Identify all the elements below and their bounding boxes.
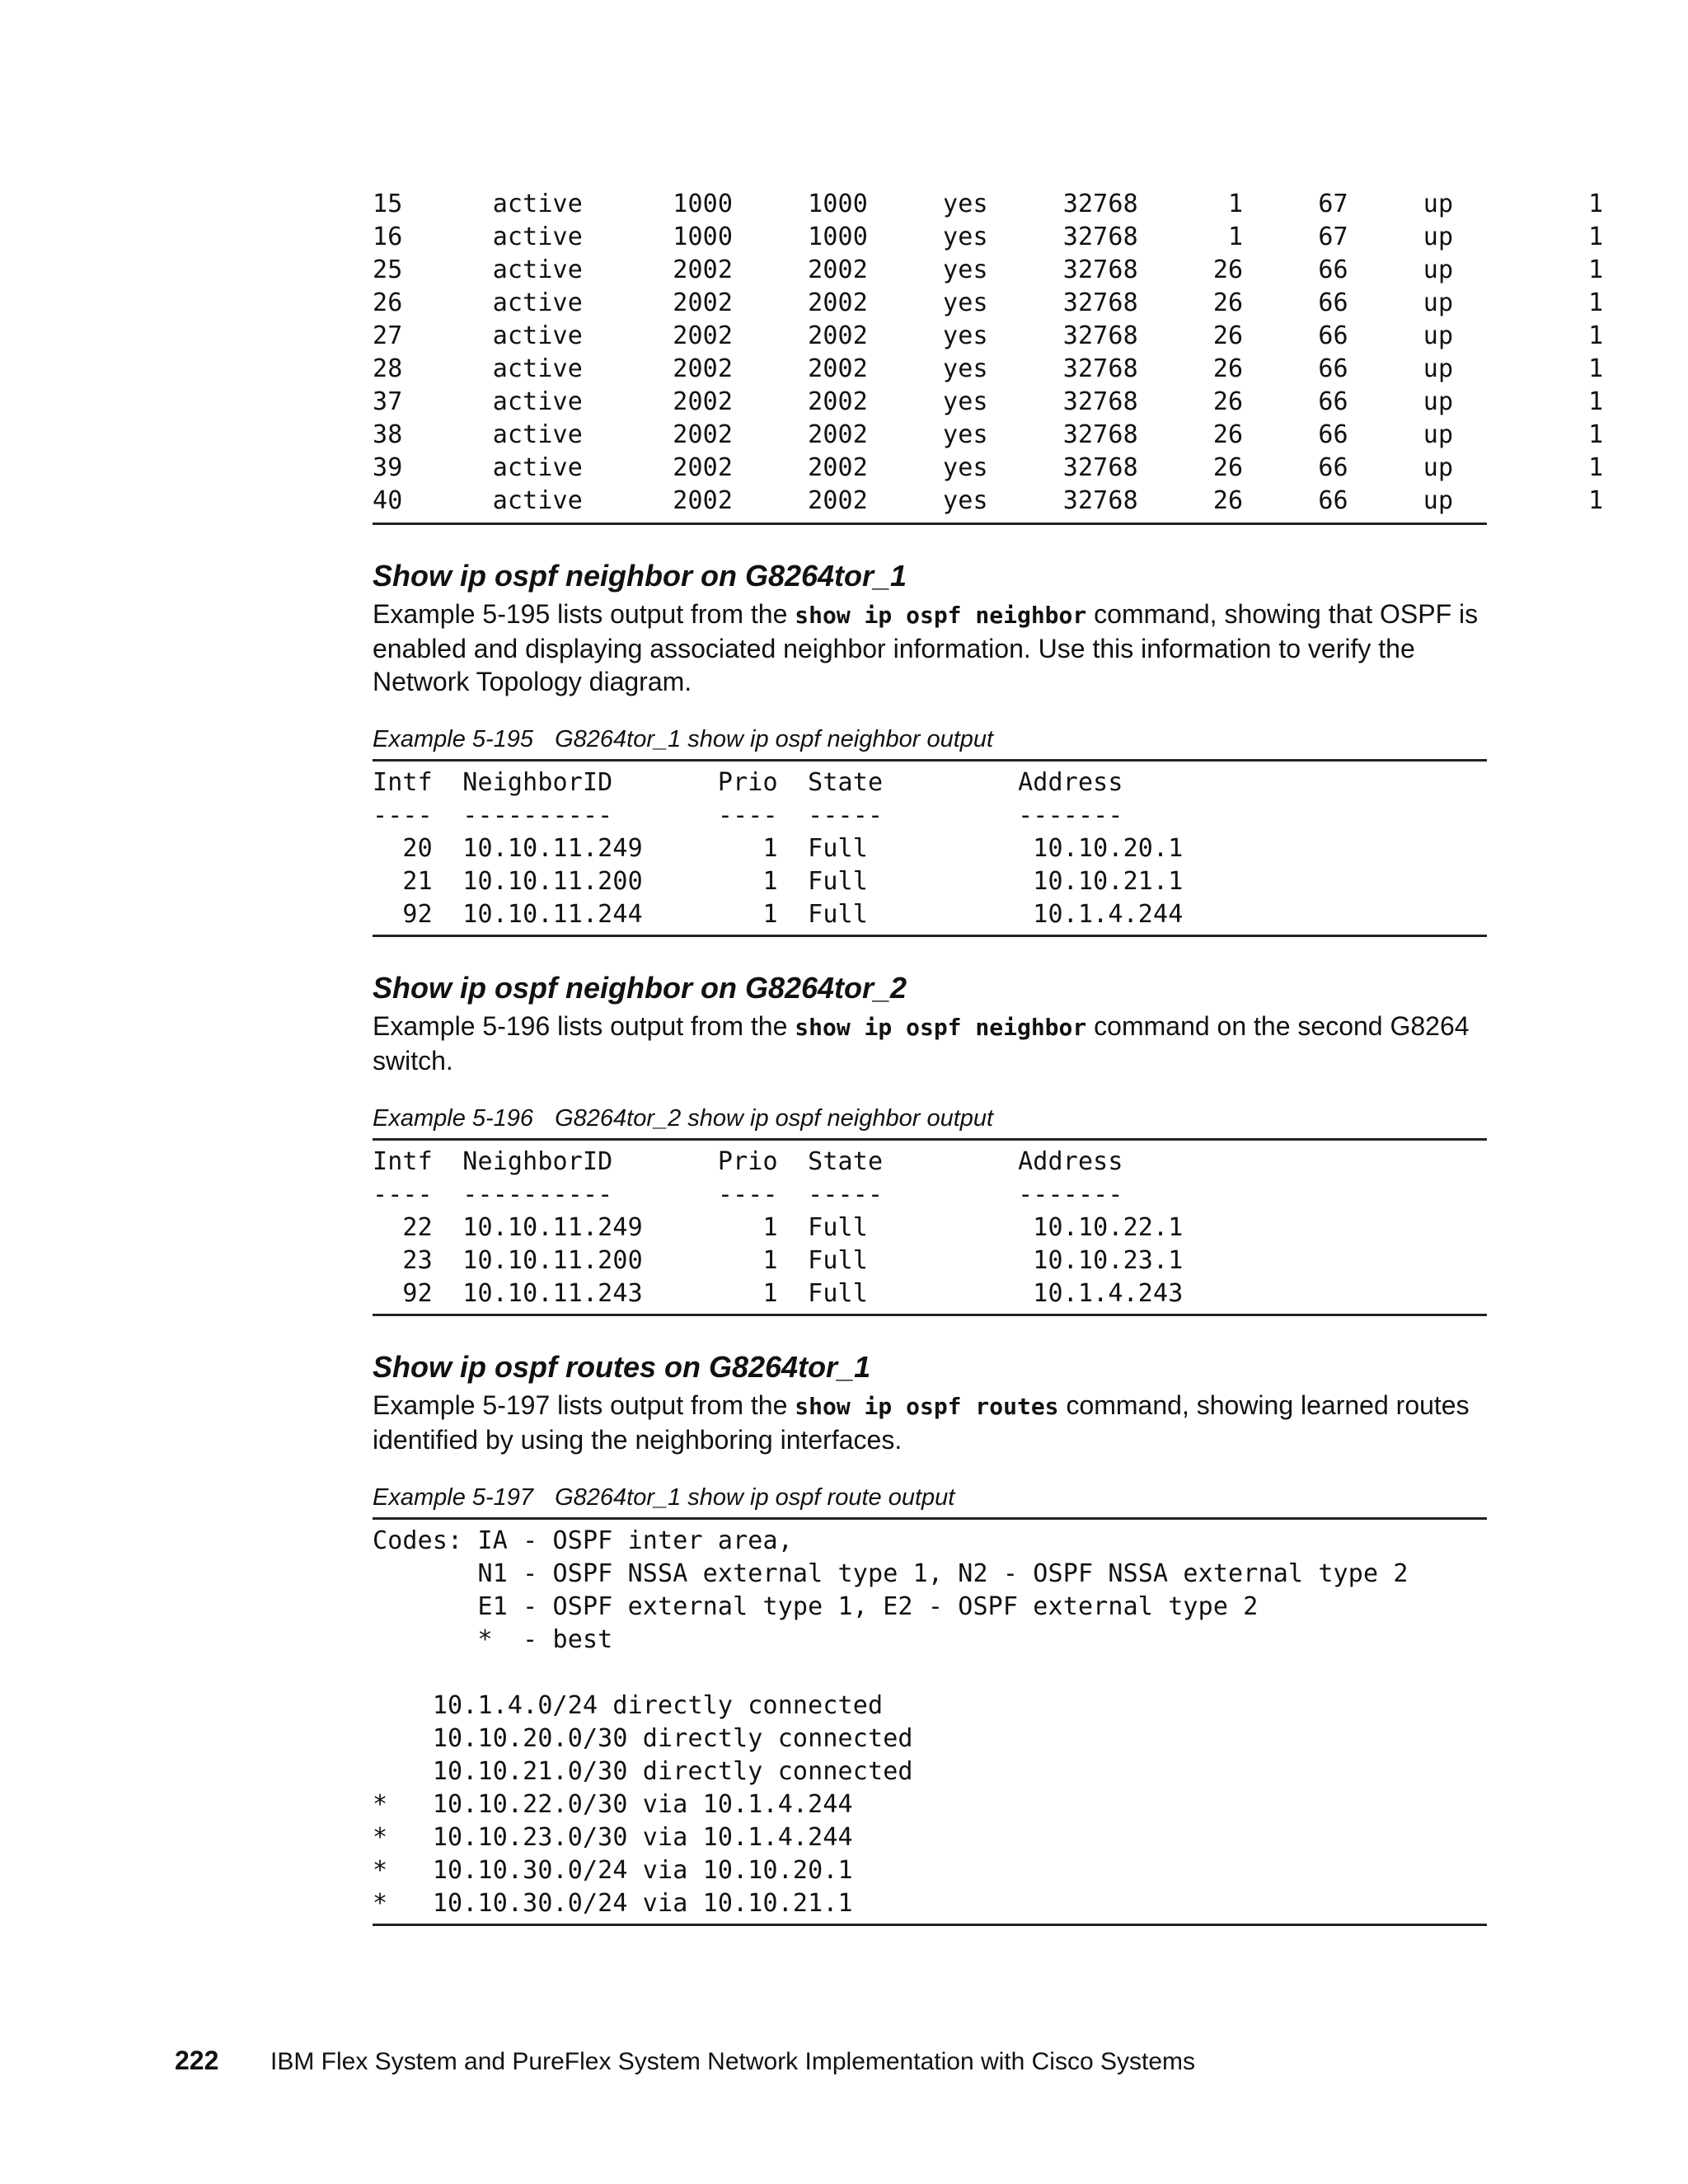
caption-label: Example 5-197	[373, 1484, 534, 1511]
section-paragraph-neighbor-tor1	[373, 598, 1487, 698]
routes-output-tor1: Codes: IA - OSPF inter area, N1 - OSPF NSSA external type 1, N2 - OSPF NSSA external type 2 E1 - OSPF external type 1, E2 - OSPF external type 2 * - best 10.1.4.0/24 directly connected 10.10.20.0/30 directly connected 10.10.21.0/30 directly connected * 10.10.22.0/30 via 10.1.4.244 * 10.10.23.0/30 via 10.1.4.244 * 10.10.30.0/24 via 10.10.20.1 * 10.10.30.0/24 via 10.10.21.1	[373, 1526, 1409, 1918]
example-top-rule	[373, 1138, 1487, 1141]
command-name: show ip ospf routes	[795, 1393, 1059, 1420]
paragraph-text: command on the second G8264 switch.	[373, 1011, 1470, 1076]
caption-label: Example 5-196	[373, 1105, 534, 1132]
section-heading-neighbor-tor1: Show ip ospf neighbor on G8264tor_1	[373, 559, 907, 593]
example-top-rule	[373, 1517, 1487, 1520]
caption-label: Example 5-195	[373, 726, 534, 752]
section-paragraph-routes-tor1	[373, 1389, 1487, 1456]
paragraph-text: Example 5-195 lists output from the	[373, 599, 795, 629]
port-table-bottom-rule	[373, 523, 1487, 525]
page-footer	[175, 2044, 1195, 2079]
section-heading-routes-tor1: Show ip ospf routes on G8264tor_1	[373, 1350, 871, 1384]
command-name: show ip ospf neighbor	[795, 1014, 1087, 1041]
page-content	[373, 188, 1604, 1926]
caption-text: G8264tor_1 show ip ospf route output	[555, 1484, 955, 1511]
caption-text: G8264tor_2 show ip ospf neighbor output	[555, 1105, 994, 1132]
example-bottom-rule	[373, 1924, 1487, 1926]
example-bottom-rule	[373, 935, 1487, 937]
port-table-output: 15 active 1000 1000 yes 32768 1 67 up 1 16 active 1000 1000 yes 32768 1 67 up 1 25 active 2002 2002 yes 32768 26 66 up 1 26 active 2002 2002 yes 32768 26 66 up 1 27 active 2002 2002 yes 32768 26 66 up 1 28 active 2002 2002 yes 32768 26 66 up 1 37 active 2002 2002 yes 32768 26 66 up 1 38 active 2002 2002 yes 32768 26 66 up 1 39 active 2002 2002 yes 32768 26 66 up 1 40 active 2002 2002 yes 32768 26 66 up 1	[373, 190, 1604, 515]
paragraph-text: command, showing learned routes identified by using the neighboring interfaces.	[373, 1390, 1470, 1455]
book-title: IBM Flex System and PureFlex System Network Implementation with Cisco Systems	[270, 2048, 1196, 2075]
example-top-rule	[373, 759, 1487, 762]
caption-text: G8264tor_1 show ip ospf neighbor output	[555, 726, 994, 752]
paragraph-text: Example 5-197 lists output from the	[373, 1390, 795, 1420]
neighbor-output-tor1: Intf NeighborID Prio State Address ---- ---------- ---- ----- ------- 20 10.10.11.249 1 Full 10.10.20.1 21 10.10.11.200 1 Full 10.10.21.1 92 10.10.11.244 1 Full 10.1.4.244	[373, 768, 1184, 929]
example-bottom-rule	[373, 1314, 1487, 1316]
command-name: show ip ospf neighbor	[795, 602, 1087, 629]
example-caption-5-195	[373, 724, 1487, 754]
paragraph-text: command, showing that OSPF is enabled and displaying associated neighbor information. Use this information to verify the Network Topology diagram.	[373, 599, 1479, 696]
section-heading-neighbor-tor2: Show ip ospf neighbor on G8264tor_2	[373, 971, 907, 1005]
paragraph-text: Example 5-196 lists output from the	[373, 1011, 795, 1041]
example-caption-5-197	[373, 1483, 1487, 1512]
example-caption-5-196	[373, 1104, 1487, 1133]
page-number: 222	[175, 2046, 219, 2075]
neighbor-output-tor2: Intf NeighborID Prio State Address ---- ---------- ---- ----- ------- 22 10.10.11.249 1 Full 10.10.22.1 23 10.10.11.200 1 Full 10.10.23.1 92 10.10.11.243 1 Full 10.1.4.243	[373, 1147, 1184, 1308]
section-paragraph-neighbor-tor2	[373, 1010, 1487, 1077]
